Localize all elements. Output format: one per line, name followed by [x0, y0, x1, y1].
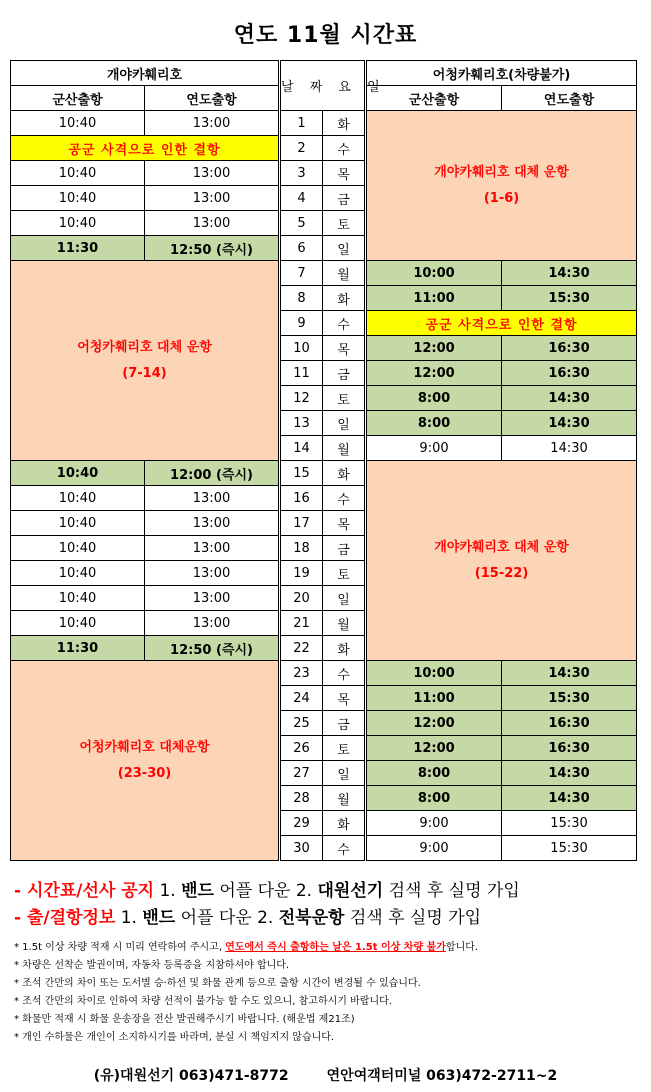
weekday-cell: 일 [323, 761, 365, 786]
date-cell: 17 [281, 511, 323, 536]
left-gunsan-time: 11:30 [11, 636, 145, 661]
right-substitute-notice [367, 111, 637, 261]
timetable [10, 60, 637, 861]
contact-footer [0, 1065, 651, 1085]
left-yeondo-time: 13:00 [145, 586, 279, 611]
left-yeondo-time: 13:00 [145, 161, 279, 186]
notice-text: 검색 후 실명 가입 [344, 908, 481, 928]
date-cell: 21 [281, 611, 323, 636]
weekday-cell: 금 [323, 711, 365, 736]
date-cell: 4 [281, 186, 323, 211]
date-cell: 3 [281, 161, 323, 186]
left-gunsan-time: 10:40 [11, 511, 145, 536]
right-yeondo-time: 14:30 [502, 386, 637, 411]
weekday-cell: 금 [323, 361, 365, 386]
table-row [11, 661, 637, 686]
column-gap [365, 236, 367, 261]
date-cell: 30 [281, 836, 323, 861]
date-cell: 28 [281, 786, 323, 811]
right-yeondo-time: 16:30 [502, 736, 637, 761]
substitute-ship-label: 어청카훼리호 대체운항 [79, 739, 210, 755]
left-gunsan-time: 10:40 [11, 211, 145, 236]
right-gunsan-time: 9:00 [367, 836, 502, 861]
weekday-cell: 토 [323, 386, 365, 411]
right-gunsan-time: 12:00 [367, 361, 502, 386]
left-gunsan-time: 10:40 [11, 586, 145, 611]
table-row [11, 111, 637, 136]
date-cell: 26 [281, 736, 323, 761]
weekday-cell: 토 [323, 211, 365, 236]
notice-text: 1. [154, 881, 182, 901]
right-yeondo-time: 15:30 [502, 811, 637, 836]
right-yeondo-time: 14:30 [502, 761, 637, 786]
column-gap [365, 186, 367, 211]
right-yeondo-time: 16:30 [502, 336, 637, 361]
fine-text: 합니다. [445, 942, 479, 953]
weekday-cell: 월 [323, 786, 365, 811]
left-gunsan-time: 10:40 [11, 111, 145, 136]
fine-print-line: * 조석 간만의 차이 또는 도서별 승·하선 및 화물 관계 등으로 출항 시간이 변경될 수 있습니다. [14, 978, 421, 989]
right-gunsan-time: 8:00 [367, 761, 502, 786]
company-contact: (유)대원선기 063)471-8772 [93, 1068, 289, 1084]
right-cancel-notice: 공군 사격으로 인한 결항 [367, 311, 637, 336]
left-substitute-notice [11, 661, 279, 861]
left-yeondo-header: 연도출항 [145, 86, 279, 111]
right-gunsan-time: 9:00 [367, 811, 502, 836]
column-gap [365, 486, 367, 511]
right-gunsan-time: 12:00 [367, 736, 502, 761]
date-cell: 27 [281, 761, 323, 786]
fine-print [14, 939, 639, 1047]
fine-print-line [14, 939, 639, 957]
date-cell: 23 [281, 661, 323, 686]
left-yeondo-time: 13:00 [145, 211, 279, 236]
left-ship-name: 개야카훼리호 [11, 61, 279, 86]
date-cell: 18 [281, 536, 323, 561]
weekday-cell: 금 [323, 186, 365, 211]
weekday-cell: 목 [323, 161, 365, 186]
fine-print-line: * 조석 간만의 차이로 인하여 차량 선적이 불가능 할 수도 있으니, 참고하시기 바랍니다. [14, 996, 392, 1007]
weekday-cell: 화 [323, 636, 365, 661]
left-gunsan-time: 10:40 [11, 561, 145, 586]
right-yeondo-time: 15:30 [502, 686, 637, 711]
right-gunsan-time: 8:00 [367, 411, 502, 436]
weekday-cell: 수 [323, 311, 365, 336]
day-header: 날 짜 요 일 [281, 61, 365, 111]
weekday-cell: 목 [323, 511, 365, 536]
column-gap [365, 161, 367, 186]
weekday-cell: 화 [323, 286, 365, 311]
right-gunsan-time: 12:00 [367, 336, 502, 361]
notice-departure-info [14, 903, 481, 928]
weekday-cell: 월 [323, 611, 365, 636]
column-gap [365, 586, 367, 611]
table-row [11, 461, 637, 486]
column-gap [365, 611, 367, 636]
left-cancel-notice: 공군 사격으로 인한 결항 [11, 136, 279, 161]
right-yeondo-time: 14:30 [502, 411, 637, 436]
notice-text: 1. [115, 908, 143, 928]
right-yeondo-time: 14:30 [502, 436, 637, 461]
notice-text: 검색 후 실명 가입 [383, 881, 520, 901]
date-cell: 20 [281, 586, 323, 611]
right-gunsan-header: 군산출항 [367, 86, 502, 111]
left-gunsan-time: 10:40 [11, 611, 145, 636]
notice-schedule-lead: - 시간표/선사 공지 [14, 881, 155, 901]
weekday-cell: 화 [323, 461, 365, 486]
substitute-ship-label: 어청카훼리호 대체 운항 [77, 339, 212, 355]
weekday-cell: 수 [323, 661, 365, 686]
date-cell: 14 [281, 436, 323, 461]
date-cell: 13 [281, 411, 323, 436]
column-gap [365, 211, 367, 236]
table-row [11, 261, 637, 286]
date-cell: 15 [281, 461, 323, 486]
column-gap [365, 511, 367, 536]
right-yeondo-time: 15:30 [502, 836, 637, 861]
notice-band: 밴드 [181, 881, 214, 901]
weekday-cell: 목 [323, 336, 365, 361]
column-gap [365, 136, 367, 161]
notice-search-term: 전북운항 [278, 908, 345, 928]
right-yeondo-time: 16:30 [502, 711, 637, 736]
column-gap [365, 561, 367, 586]
right-ship-name: 어청카훼리호(차량불가) [367, 61, 637, 86]
left-gunsan-time: 10:40 [11, 536, 145, 561]
weekday-cell: 금 [323, 536, 365, 561]
date-cell: 10 [281, 336, 323, 361]
right-gunsan-time: 11:00 [367, 686, 502, 711]
right-gunsan-time: 8:00 [367, 786, 502, 811]
weekday-cell: 일 [323, 411, 365, 436]
date-cell: 11 [281, 361, 323, 386]
notice-departure-lead: - 출/결항정보 [14, 908, 116, 928]
right-gunsan-time: 11:00 [367, 286, 502, 311]
column-gap [365, 536, 367, 561]
left-yeondo-time: 13:00 [145, 111, 279, 136]
terminal-contact: 연안여객터미널 063)472-2711~2 [326, 1068, 558, 1084]
left-gunsan-time: 10:40 [11, 461, 145, 486]
weekday-cell: 화 [323, 111, 365, 136]
weekday-cell: 일 [323, 586, 365, 611]
right-yeondo-time: 15:30 [502, 286, 637, 311]
right-yeondo-time: 14:30 [502, 661, 637, 686]
left-gunsan-time: 10:40 [11, 186, 145, 211]
substitute-date-range: (23-30) [117, 765, 172, 781]
left-yeondo-time: 12:50 (즉시) [145, 636, 279, 661]
left-yeondo-time: 12:00 (즉시) [145, 461, 279, 486]
left-yeondo-time: 13:00 [145, 611, 279, 636]
date-cell: 22 [281, 636, 323, 661]
date-cell: 5 [281, 211, 323, 236]
notice-text: 어플 다운 2. [213, 881, 318, 901]
date-cell: 1 [281, 111, 323, 136]
date-cell: 9 [281, 311, 323, 336]
date-cell: 2 [281, 136, 323, 161]
date-cell: 19 [281, 561, 323, 586]
date-cell: 16 [281, 486, 323, 511]
date-cell: 12 [281, 386, 323, 411]
right-yeondo-time: 14:30 [502, 786, 637, 811]
right-yeondo-header: 연도출항 [502, 86, 637, 111]
substitute-ship-label: 개야카훼리호 대체 운항 [434, 164, 569, 180]
left-yeondo-time: 13:00 [145, 561, 279, 586]
weekday-cell: 수 [323, 486, 365, 511]
fine-print-line: * 화물만 적재 시 화물 운송장을 전산 발권해주시기 바랍니다. (해운법 제21조) [14, 1014, 355, 1025]
left-yeondo-time: 13:00 [145, 486, 279, 511]
weekday-cell: 화 [323, 811, 365, 836]
left-gunsan-header: 군산출항 [11, 86, 145, 111]
date-cell: 7 [281, 261, 323, 286]
left-yeondo-time: 13:00 [145, 511, 279, 536]
weekday-cell: 목 [323, 686, 365, 711]
date-cell: 25 [281, 711, 323, 736]
date-cell: 29 [281, 811, 323, 836]
substitute-date-range: (15-22) [474, 565, 529, 581]
weekday-cell: 일 [323, 236, 365, 261]
column-gap [365, 636, 367, 661]
right-gunsan-time: 10:00 [367, 261, 502, 286]
left-gunsan-time: 10:40 [11, 161, 145, 186]
substitute-ship-label: 개야카훼리호 대체 운항 [434, 539, 569, 555]
date-cell: 24 [281, 686, 323, 711]
left-yeondo-time: 12:50 (즉시) [145, 236, 279, 261]
right-yeondo-time: 14:30 [502, 261, 637, 286]
right-gunsan-time: 10:00 [367, 661, 502, 686]
notice-text: 어플 다운 2. [175, 908, 279, 928]
weekday-cell: 수 [323, 836, 365, 861]
fine-text: * 1.5t 이상 차량 적재 시 미리 연락하여 주시고, [14, 942, 226, 953]
date-cell: 6 [281, 236, 323, 261]
fine-print-line: * 차량은 선착순 발권이며, 자동차 등록증을 지참하셔야 합니다. [14, 960, 290, 971]
substitute-date-range: (7-14) [122, 365, 167, 381]
notice-band: 밴드 [142, 908, 176, 928]
substitute-date-range: (1-6) [483, 190, 520, 206]
fine-warning: 연도에서 즉시 출항하는 날은 1.5t 이상 차량 불가 [225, 942, 446, 953]
left-substitute-notice [11, 261, 279, 461]
weekday-cell: 월 [323, 261, 365, 286]
left-yeondo-time: 13:00 [145, 186, 279, 211]
right-substitute-notice [367, 461, 637, 661]
weekday-cell: 토 [323, 736, 365, 761]
fine-print-line: * 개인 수하물은 개인이 소지하시기를 바라며, 분실 시 책임지지 않습니다. [14, 1032, 335, 1043]
left-yeondo-time: 13:00 [145, 536, 279, 561]
right-gunsan-time: 12:00 [367, 711, 502, 736]
notice-search-term: 대원선기 [317, 881, 384, 901]
right-gunsan-time: 9:00 [367, 436, 502, 461]
weekday-cell: 월 [323, 436, 365, 461]
right-gunsan-time: 8:00 [367, 386, 502, 411]
left-gunsan-time: 10:40 [11, 486, 145, 511]
weekday-cell: 토 [323, 561, 365, 586]
date-cell: 8 [281, 286, 323, 311]
right-yeondo-time: 16:30 [502, 361, 637, 386]
page-title: 연도 11월 시간표 [233, 23, 418, 48]
weekday-cell: 수 [323, 136, 365, 161]
notice-schedule [14, 876, 520, 901]
left-gunsan-time: 11:30 [11, 236, 145, 261]
